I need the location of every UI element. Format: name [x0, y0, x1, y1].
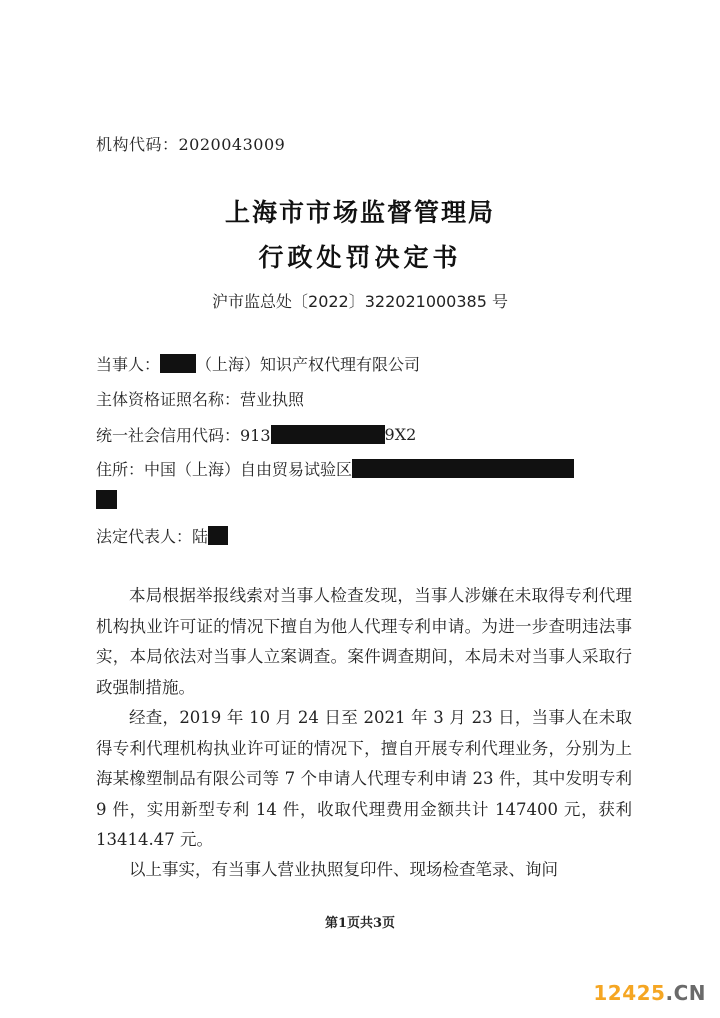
address-field: [96, 457, 574, 480]
party-name-suffix: （上海）知识产权代理有限公司: [196, 355, 421, 374]
watermark-number: 12425: [593, 981, 666, 1005]
issuing-authority-title: 上海市市场监督管理局: [224, 198, 495, 227]
address-label: 住所：中国（上海）自由贸易试验区: [96, 460, 353, 479]
paragraph-evidence: 以上事实，有当事人营业执照复印件、现场检查笔录、询问: [129, 860, 558, 879]
credit-code-label: 统一社会信用代码：913: [96, 426, 271, 445]
redaction-block: [208, 526, 228, 545]
credit-code-suffix: 9X2: [384, 425, 417, 444]
site-watermark: [593, 981, 706, 1005]
license-text: 主体资格证照名称：营业执照: [96, 390, 305, 409]
legal-rep-label: 法定代表人：陆: [96, 527, 209, 546]
watermark-domain: .CN: [665, 981, 706, 1005]
license-field: [96, 387, 304, 410]
party-label: 当事人：: [96, 355, 161, 374]
page-footer: 第1页共3页: [324, 916, 396, 931]
redaction-block: [352, 459, 574, 478]
redaction-block: [271, 425, 385, 444]
party-field: [96, 352, 420, 375]
redaction-block: [160, 354, 196, 373]
paragraph-investigation: 本局根据举报线索对当事人检查发现，当事人涉嫌在未取得专利代理机构执业许可证的情况下擅自为他人代理专利申请。为进一步查明违法事实，本局依法对当事人立案调查。案件调查期间，本局未对当事人采取行政强制措施。: [96, 586, 632, 697]
org-code: 机构代码：2020043009: [96, 135, 286, 154]
document-title: 行政处罚决定书: [258, 243, 462, 272]
document-number: 沪市监总处〔2022〕322021000385 号: [212, 292, 508, 311]
address-continuation: [96, 490, 117, 509]
legal-rep-field: [96, 524, 228, 547]
redaction-block: [96, 490, 117, 509]
paragraph-findings: 经查，2019 年 10 月 24 日至 2021 年 3 月 23 日，当事人在未取得专利代理机构执业许可证的情况下，擅自开展专利代理业务，分别为上海某橡塑制品有限公司等 7 个申请人代理专利申请 23 件，其中发明专利 9 件，实用新型专利 14 件，收取代理费用金额共计 147400 元，获利 13414.47 元。: [96, 708, 632, 849]
credit-code-field: [96, 423, 416, 446]
